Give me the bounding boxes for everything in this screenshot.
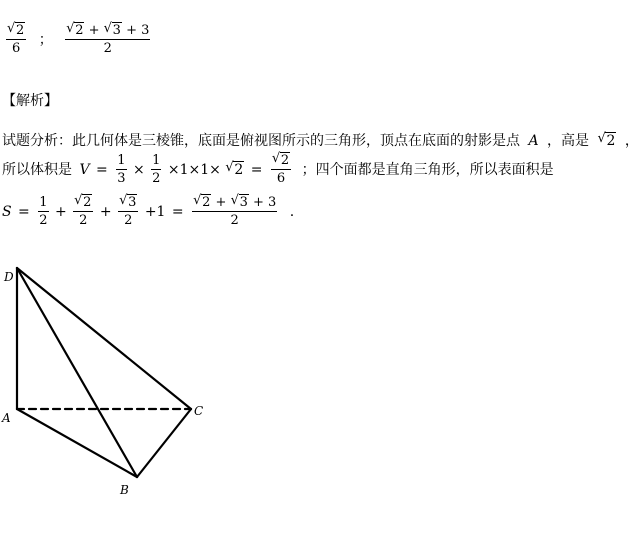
label-B: B — [120, 483, 129, 497]
answer-fraction-1: √ 2 6 — [7, 21, 25, 56]
analysis-line-2: 所以体积是 V = $\frac{1}{3}$ × $\frac{1}{2}$ ×1×1× √ 2 = √ 2 6 ；四个面都是直角三角形，所以表面积是 — [2, 151, 554, 186]
edge-DB — [17, 268, 137, 477]
analysis-line-3: S = $\frac{1}{2}$ + √ 2 2 + √ 3 2 +1 = √ 2 + √ 3 + 3 2 . — [2, 193, 295, 228]
sqrt-2: √ 2 — [7, 21, 25, 38]
section-title: 【解析】 — [2, 93, 58, 109]
fraction-sqrt2-over-6: √ 2 6 — [271, 151, 290, 186]
answer-separator: ； — [38, 32, 53, 48]
edge-BC — [137, 409, 191, 477]
answer-fraction-2: √ 2 + √ 3 + 3 2 — [66, 21, 150, 56]
fraction-surface-area: √ 2 + √ 3 + 3 2 — [193, 193, 277, 228]
edge-DC — [17, 268, 191, 409]
fraction-one-third: $\frac{1}{3}$ — [117, 153, 126, 186]
point-A: A — [528, 133, 539, 149]
fraction-one-half: $\frac{1}{2}$ — [152, 153, 161, 186]
label-A: A — [2, 411, 11, 425]
edge-AB — [17, 409, 137, 477]
label-C: C — [194, 404, 204, 418]
sqrt-2: √ 2 — [597, 131, 616, 149]
label-D: D — [4, 270, 14, 284]
analysis-line-1: 试题分析：此几何体是三棱锥，底面是俯视图所示的三角形，顶点在底面的射影是点 A ，高是 √ 2 ， — [2, 131, 639, 149]
